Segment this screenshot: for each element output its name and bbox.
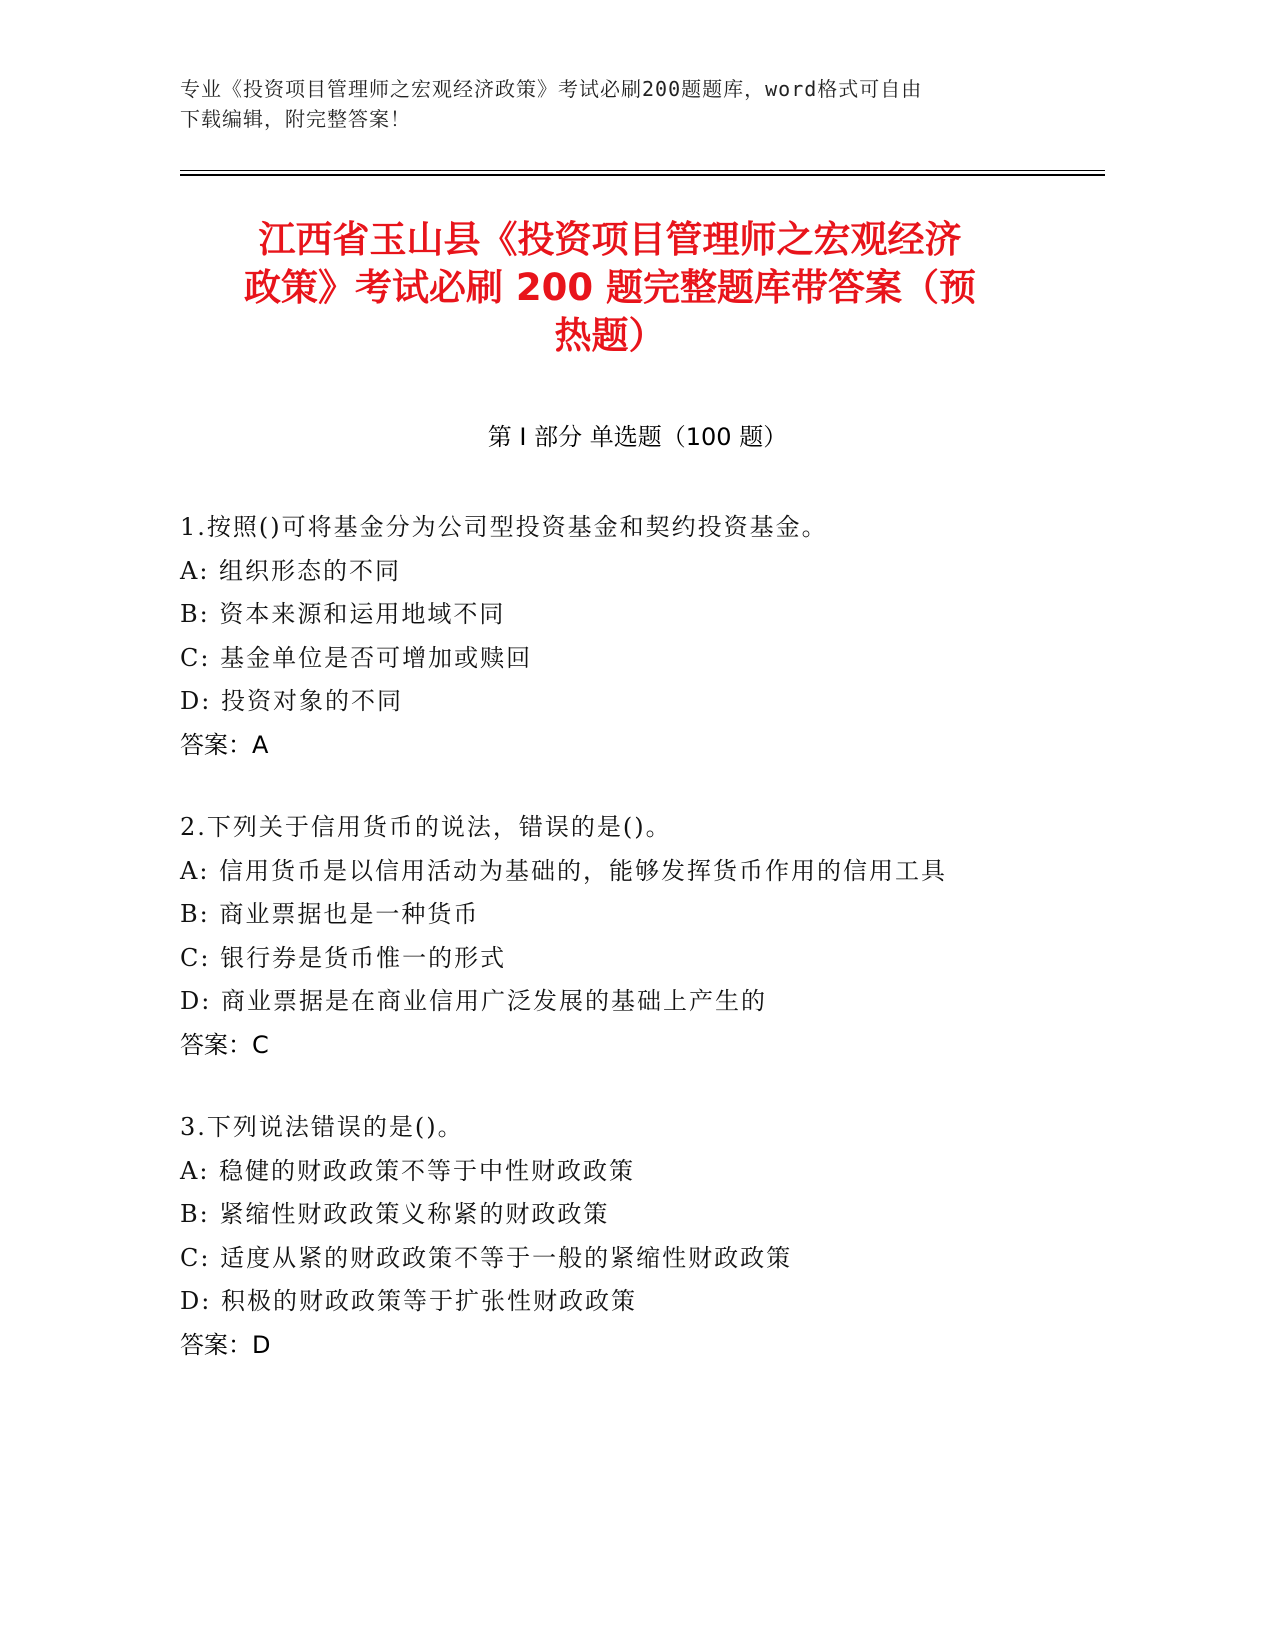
header-note: [180, 74, 1060, 134]
question-list: [180, 506, 1080, 1406]
section-heading: 第 I 部分 单选题（100 题）: [487, 423, 788, 451]
question-stem: 3.下列说法错误的是()。: [180, 1113, 464, 1141]
header-divider-thin: [180, 170, 1105, 171]
option-a: A: 组织形态的不同: [180, 556, 402, 585]
answer: 答案：D: [180, 1330, 271, 1359]
document-title-line-2: 政策》考试必刷 200 题完整题库带答案（预: [244, 266, 976, 309]
question-stem: 2.下列关于信用货币的说法，错误的是()。: [180, 813, 672, 841]
option-b: B: 商业票据也是一种货币: [180, 900, 480, 928]
answer: 答案：C: [180, 1030, 269, 1059]
question-item: [180, 1106, 1080, 1367]
question-item: [180, 806, 1080, 1067]
answer: 答案：A: [180, 730, 269, 759]
option-a: A: 信用货币是以信用活动为基础的，能够发挥货币作用的信用工具: [180, 856, 948, 885]
option-a: A: 稳健的财政政策不等于中性财政政策: [180, 1156, 636, 1185]
option-c: C: 基金单位是否可增加或赎回: [180, 643, 533, 672]
document-title-line-3: 热题）: [554, 314, 666, 357]
option-d: D: 投资对象的不同: [180, 687, 403, 715]
option-c: C: 适度从紧的财政政策不等于一般的紧缩性财政政策: [180, 1243, 793, 1272]
header-note-line-2: 下载编辑，附完整答案！: [180, 107, 411, 131]
option-c: C: 银行券是货币惟一的形式: [180, 943, 507, 972]
document-title: [170, 216, 1050, 360]
option-d: D: 积极的财政政策等于扩张性财政政策: [180, 1287, 637, 1315]
header-divider-thick: [180, 174, 1105, 176]
option-d: D: 商业票据是在商业信用广泛发展的基础上产生的: [180, 987, 767, 1015]
option-b: B: 紧缩性财政政策义称紧的财政政策: [180, 1200, 610, 1228]
document-title-line-1: 江西省玉山县《投资项目管理师之宏观经济: [258, 218, 962, 261]
option-b: B: 资本来源和运用地域不同: [180, 600, 506, 628]
question-item: [180, 506, 1080, 767]
header-note-line-1: 专业《投资项目管理师之宏观经济政策》考试必刷200题题库，word格式可自由: [180, 77, 923, 101]
question-stem: 1.按照()可将基金分为公司型投资基金和契约投资基金。: [180, 513, 828, 541]
